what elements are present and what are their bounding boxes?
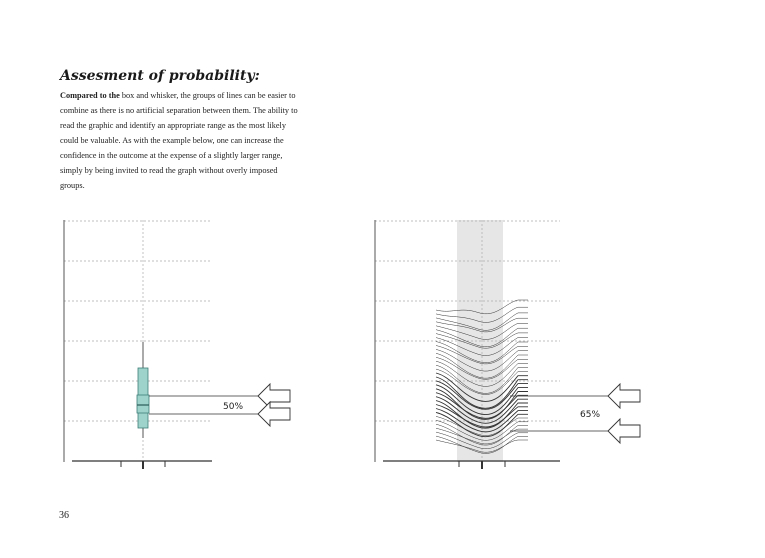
lead-in-text: Compared to the	[60, 91, 120, 100]
range-label: 50%	[223, 402, 244, 412]
body-text: box and whisker, the groups of lines can be easier to combine as there is no artificial separation between them. The ability to read the graphic and identify an appropriate range as the most likely could be valuable. As with the example below, one can increase the confidence in the outcome at the expense of a slightly larger range, simply by being invited to read the graph without overly imposed groups.	[60, 91, 298, 190]
left-arrow-icon	[258, 402, 290, 426]
page-number: 36	[59, 510, 69, 521]
range-label: 65%	[580, 410, 601, 420]
left-arrow-icon	[608, 384, 640, 408]
box-whisker-chart	[64, 220, 290, 469]
inner-box	[137, 395, 149, 413]
line-group-chart	[375, 220, 640, 469]
left-arrow-icon	[258, 384, 290, 408]
section-heading: Assesment of probability:	[60, 68, 260, 84]
left-arrow-icon	[608, 419, 640, 443]
